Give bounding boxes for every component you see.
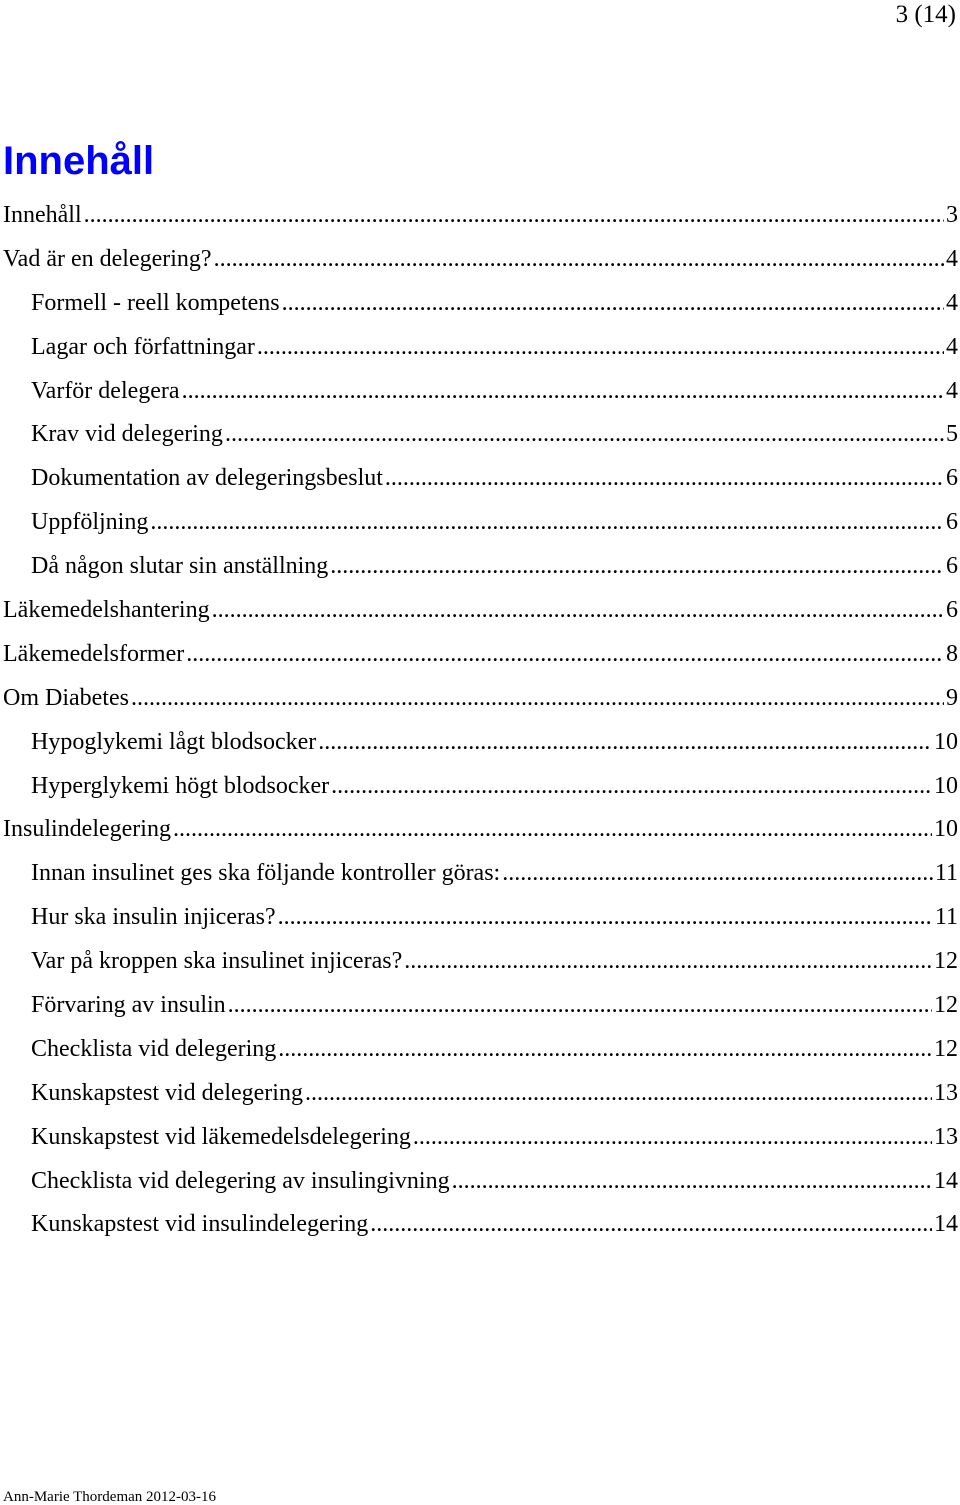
toc-entry-leader: [278, 896, 933, 940]
toc-entry-leader: [186, 633, 944, 677]
toc-entry-page: 13: [934, 1079, 958, 1106]
toc-entry-leader: [318, 721, 932, 765]
footer-author-date: Ann-Marie Thordeman 2012-03-16: [3, 1489, 217, 1505]
toc-title: Innehåll: [3, 139, 155, 183]
toc-entry-title: Kunskapstest vid delegering: [31, 1079, 303, 1106]
toc-entry-title: Dokumentation av delegeringsbeslut: [31, 465, 383, 492]
toc-entry-page: 9: [946, 684, 958, 711]
toc-entry[interactable]: [0, 370, 958, 414]
toc-entry-leader: [257, 326, 944, 370]
toc-entry-title: Formell - reell kompetens: [31, 289, 280, 316]
toc-entry-title: Läkemedelshantering: [3, 597, 210, 624]
toc-entry[interactable]: [0, 808, 958, 852]
toc-entry-title: Hur ska insulin injiceras?: [31, 904, 276, 931]
toc-entry[interactable]: [0, 282, 958, 326]
toc-entry-title: Krav vid delegering: [31, 421, 223, 448]
toc-entry-page: 14: [934, 1167, 958, 1194]
toc-entry-title: Om Diabetes: [3, 684, 129, 711]
toc-entry-leader: [305, 1072, 932, 1116]
toc-entry-page: 10: [934, 772, 958, 799]
toc-entry-title: Då någon slutar sin anställning: [31, 553, 329, 580]
toc-entry-title: Hyperglykemi högt blodsocker: [31, 772, 330, 799]
toc-entry-page: 3: [946, 202, 958, 228]
toc-entry[interactable]: [0, 1203, 958, 1247]
toc-entry-page: 4: [946, 377, 958, 404]
toc-entry[interactable]: [0, 1072, 958, 1116]
toc-entry-leader: [404, 940, 932, 984]
toc-entry-leader: [212, 589, 944, 633]
toc-entry-leader: [173, 808, 932, 852]
toc-entry-leader: [150, 501, 944, 545]
toc-entry[interactable]: [0, 1116, 958, 1160]
toc-entry-page: 13: [934, 1123, 958, 1150]
toc-entry-title: Checklista vid delegering: [31, 1035, 277, 1062]
toc-entry-title: Innehåll: [3, 202, 82, 228]
toc-entry-page: 11: [934, 860, 958, 887]
toc-entry-page: 4: [946, 333, 958, 360]
toc-entry[interactable]: [0, 194, 958, 238]
toc-entry-page: 12: [934, 1035, 958, 1062]
toc-entry-page: 4: [946, 245, 958, 272]
toc-entry-title: Uppföljning: [31, 509, 149, 536]
toc-entry-page: 5: [946, 421, 958, 448]
toc-entry[interactable]: [0, 326, 958, 370]
toc-entry[interactable]: [0, 589, 958, 633]
toc-entry-page: 6: [946, 553, 958, 580]
toc-entry[interactable]: [0, 238, 958, 282]
toc-entry-title: Varför delegera: [31, 377, 180, 404]
toc-entry-leader: [278, 1028, 932, 1072]
toc-entry-title: Kunskapstest vid läkemedelsdelegering: [31, 1123, 411, 1150]
toc-entry-title: Vad är en delegering?: [3, 245, 212, 272]
toc-entry[interactable]: [0, 501, 958, 545]
toc-entry-page: 10: [934, 728, 958, 755]
toc-entry-leader: [228, 984, 932, 1028]
toc-entry[interactable]: [0, 721, 958, 765]
toc-entry-page: 14: [934, 1211, 958, 1238]
toc-entry[interactable]: [0, 852, 958, 896]
toc-entry[interactable]: [0, 633, 958, 677]
toc-entry[interactable]: [0, 677, 958, 721]
toc-entry-leader: [502, 852, 933, 896]
page-number: 3 (14): [895, 1, 956, 28]
toc-entry-leader: [330, 545, 944, 589]
toc-entry-title: Insulindelegering: [3, 816, 171, 843]
toc-entry-leader: [385, 457, 944, 501]
toc-entry-title: Kunskapstest vid insulindelegering: [31, 1211, 369, 1238]
toc-entry-title: Hypoglykemi lågt blodsocker: [31, 728, 317, 755]
toc-list: [0, 194, 958, 1247]
toc-entry-leader: [452, 1160, 932, 1204]
toc-entry-page: 12: [934, 992, 958, 1019]
toc-entry-page: 6: [946, 465, 958, 492]
toc-entry-page: 11: [934, 904, 958, 931]
toc-entry-leader: [282, 282, 944, 326]
toc-entry-page: 4: [946, 289, 958, 316]
toc-entry[interactable]: [0, 1160, 958, 1204]
toc-entry[interactable]: [0, 545, 958, 589]
toc-entry-page: 12: [934, 948, 958, 975]
toc-entry-title: Lagar och författningar: [31, 333, 255, 360]
toc-entry-title: Innan insulinet ges ska följande kontroller göras:: [31, 860, 501, 887]
toc-entry[interactable]: [0, 940, 958, 984]
toc-entry-leader: [225, 413, 944, 457]
toc-entry[interactable]: [0, 1028, 958, 1072]
toc-entry-page: 6: [946, 597, 958, 624]
toc-entry-page: 6: [946, 509, 958, 536]
toc-entry-title: Förvaring av insulin: [31, 992, 226, 1019]
toc-entry[interactable]: [0, 984, 958, 1028]
toc-entry[interactable]: [0, 413, 958, 457]
toc-entry[interactable]: [0, 765, 958, 809]
toc-entry-leader: [131, 677, 944, 721]
toc-entry[interactable]: [0, 457, 958, 501]
toc-entry-leader: [84, 194, 944, 238]
toc-entry-page: 8: [946, 640, 958, 667]
toc-entry[interactable]: [0, 896, 958, 940]
toc-entry-leader: [413, 1116, 932, 1160]
toc-entry-title: Checklista vid delegering av insulingivning: [31, 1167, 450, 1194]
toc-entry-leader: [214, 238, 944, 282]
toc-entry-leader: [331, 765, 932, 809]
toc-entry-leader: [370, 1203, 932, 1247]
toc-entry-title: Läkemedelsformer: [3, 640, 185, 667]
toc-entry-page: 10: [934, 816, 958, 843]
toc-entry-leader: [182, 370, 944, 414]
toc-entry-title: Var på kroppen ska insulinet injiceras?: [31, 948, 403, 975]
